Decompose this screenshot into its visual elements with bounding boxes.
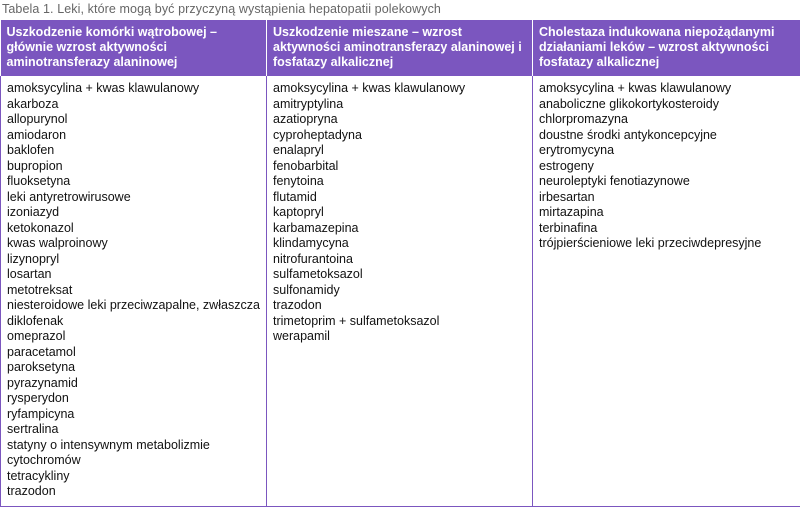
list-item: amitryptylina xyxy=(273,96,344,111)
list-item: amoksycylina + kwas klawulanowy xyxy=(273,81,466,95)
list-item: trójpierścieniowe leki przeciwdepresyjne xyxy=(539,236,762,250)
list-item: anaboliczne glikokortykosteroidy xyxy=(539,96,719,111)
list-item: cyproheptadyna xyxy=(273,127,362,142)
list-item: estrogeny xyxy=(539,158,594,173)
list-item: fenytoina xyxy=(273,174,324,188)
list-item: amoksycylina + kwas klawulanowy xyxy=(539,81,732,95)
list-item: losartan xyxy=(7,267,52,281)
list-item: fenobarbital xyxy=(273,158,339,173)
header-row xyxy=(1,20,800,76)
list-item: amiodaron xyxy=(7,127,67,142)
list-item: werapamil xyxy=(273,329,330,343)
list-item: klindamycyna xyxy=(273,236,349,250)
list-item: mirtazapina xyxy=(539,205,604,219)
list-item: ryfampicyna xyxy=(7,406,75,421)
list-item: paroksetyna xyxy=(7,360,76,374)
list-item: nitrofurantoina xyxy=(273,251,353,266)
column-cell-mixed xyxy=(267,76,533,506)
list-item: kaptopryl xyxy=(273,205,324,219)
list-item: flutamid xyxy=(273,189,317,204)
list-item: fluoksetyna xyxy=(7,174,71,188)
list-item: statyny o intensywnym metabolizmie cytochromów xyxy=(7,437,210,467)
column-header-mixed: Uszkodzenie mieszane – wzrost aktywności aminotransferazy alaninowej i fosfatazy alkalicznej xyxy=(267,20,533,76)
list-item: trazodon xyxy=(273,298,322,312)
list-item: azatiopryna xyxy=(273,112,338,126)
list-item: bupropion xyxy=(7,158,63,173)
list-item: neuroleptyki fenotiazynowe xyxy=(539,174,690,188)
list-item: trimetoprim + sulfametoksazol xyxy=(273,313,440,328)
list-item: terbinafina xyxy=(539,220,598,235)
list-item: erytromycyna xyxy=(539,143,615,157)
drug-list xyxy=(273,81,526,345)
list-item: baklofen xyxy=(7,143,55,157)
list-item: sulfametoksazol xyxy=(273,267,363,281)
list-item: tetracykliny xyxy=(7,468,70,483)
list-item: sertralina xyxy=(7,422,59,436)
list-item: kwas walproinowy xyxy=(7,236,108,250)
drug-list xyxy=(7,81,260,500)
list-item: doustne środki antykoncepcyjne xyxy=(539,127,717,142)
list-item: akarboza xyxy=(7,96,59,111)
list-item: chlorpromazyna xyxy=(539,112,628,126)
list-item: karbamazepina xyxy=(273,220,359,235)
column-cell-hepatocellular xyxy=(1,76,267,506)
list-item: trazodon xyxy=(7,484,56,498)
list-item: allopurynol xyxy=(7,112,68,126)
list-item: pyrazynamid xyxy=(7,375,78,390)
list-item: leki antyretrowirusowe xyxy=(7,189,131,204)
drug-table xyxy=(0,20,800,507)
list-item: rysperydon xyxy=(7,391,69,405)
column-header-hepatocellular: Uszkodzenie komórki wątrobowej – głównie wzrost aktywności aminotransferazy alaninowej xyxy=(1,20,267,76)
list-item: izoniazyd xyxy=(7,205,60,219)
table-caption: Tabela 1. Leki, które mogą być przyczyną wystąpienia hepatopatii polekowych xyxy=(2,2,441,16)
list-item: metotreksat xyxy=(7,282,73,297)
list-item: paracetamol xyxy=(7,344,76,359)
list-item: enalapryl xyxy=(273,143,324,157)
drug-list xyxy=(539,81,794,252)
list-item: amoksycylina + kwas klawulanowy xyxy=(7,81,200,95)
list-item: niesteroidowe leki przeciwzapalne, zwłaszcza diklofenak xyxy=(7,298,260,328)
table-row xyxy=(1,76,800,506)
column-header-cholestasis: Cholestaza indukowana niepożądanymi działaniami leków – wzrost aktywności fosfatazy alkalicznej xyxy=(533,20,800,76)
list-item: lizynopryl xyxy=(7,251,60,266)
column-cell-cholestasis xyxy=(533,76,800,506)
list-item: ketokonazol xyxy=(7,220,74,235)
list-item: irbesartan xyxy=(539,189,595,204)
list-item: omeprazol xyxy=(7,329,66,343)
list-item: sulfonamidy xyxy=(273,282,340,297)
